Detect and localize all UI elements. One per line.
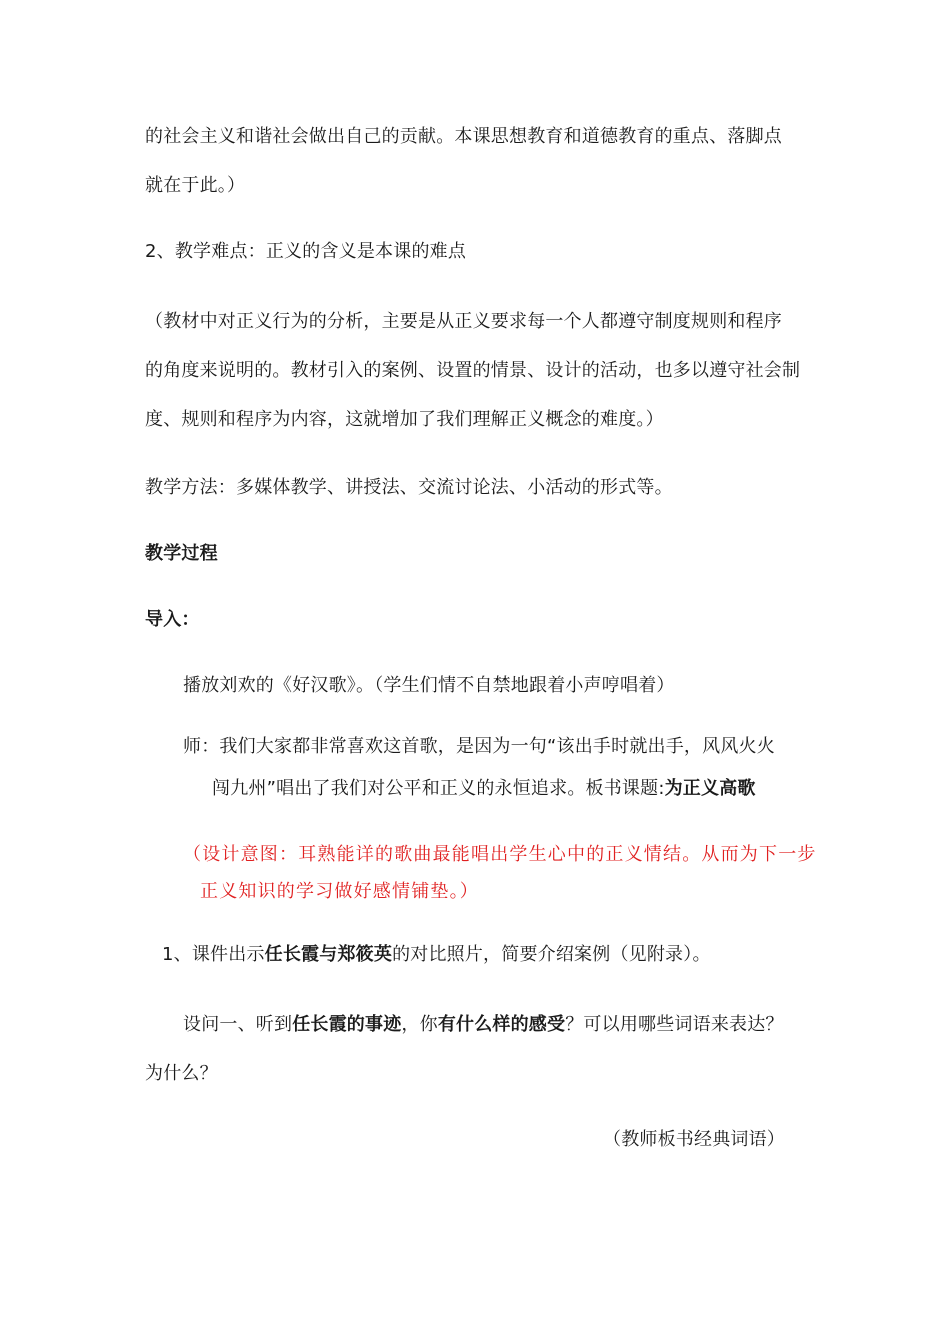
paragraph-line: [183, 1013, 784, 1037]
paragraph-line: [162, 943, 711, 967]
design-intent-line: 正义知识的学习做好感情铺垫。）: [200, 881, 479, 902]
line-text: 1、课件出示: [162, 944, 265, 965]
line-text: ，你: [401, 1014, 438, 1035]
paragraph-line: （教材中对正义行为的分析，主要是从正义要求每一个人都遵守制度规则和程序: [145, 311, 782, 332]
paragraph-line: 的角度来说明的。教材引入的案例、设置的情景、设计的活动，也多以遵守社会制: [145, 360, 801, 381]
design-intent-line: （设计意图：耳熟能详的歌曲最能唱出学生心中的正义情结。从而为下一步: [183, 844, 817, 865]
lesson-title: 为正义高歌: [664, 778, 756, 799]
teaching-process-heading: 教学过程: [145, 543, 218, 564]
teaching-methods-line: 教学方法：多媒体教学、讲授法、交流讨论法、小活动的形式等。: [145, 477, 673, 498]
line-text: 设问一、听到: [183, 1014, 293, 1035]
introduction-heading: 导入：: [145, 609, 200, 630]
paragraph-line: 播放刘欢的《好汉歌》。（学生们情不自禁地跟着小声哼唱着）: [183, 675, 675, 696]
line-text: 的对比照片，简要介绍案例（见附录）。: [392, 944, 711, 965]
highlight-text: 任长霞的事迹: [292, 1014, 402, 1035]
highlight-text: 有什么样的感受: [437, 1014, 566, 1035]
paragraph-line: 就在于此。）: [145, 175, 246, 196]
paragraph-line: 度、规则和程序为内容，这就增加了我们理解正义概念的难度。）: [145, 409, 664, 430]
paragraph-line: [212, 777, 756, 801]
paragraph-line: 的社会主义和谐社会做出自己的贡献。本课思想教育和道德教育的重点、落脚点: [145, 126, 782, 147]
teacher-note: （教师板书经典词语）: [603, 1129, 785, 1150]
paragraph-line: 师：我们大家都非常喜欢这首歌，是因为一句“该出手时就出手，风风火火: [183, 736, 775, 757]
paragraph-line: 为什么？: [145, 1063, 218, 1084]
highlight-names: 任长霞与郑筱英: [264, 944, 393, 965]
line-text: ？可以用哪些词语来表达？: [565, 1014, 784, 1035]
teaching-difficulty-heading: 2、教学难点：正义的含义是本课的难点: [145, 241, 467, 262]
line-text: 闯九州”唱出了我们对公平和正义的永恒追求。板书课题:: [212, 778, 665, 799]
